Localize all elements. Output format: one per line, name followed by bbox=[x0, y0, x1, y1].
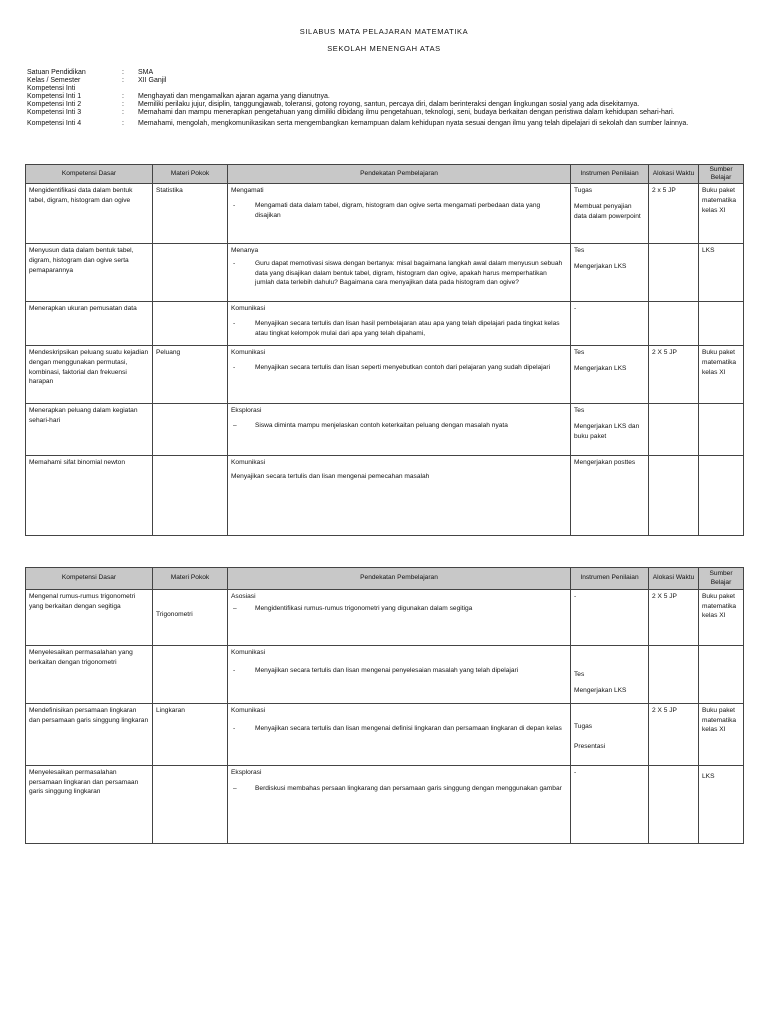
activity-bullet bbox=[231, 363, 567, 373]
instrumen-cell bbox=[571, 346, 649, 404]
alokasi-cell bbox=[649, 244, 699, 302]
activity-bullet bbox=[231, 319, 567, 338]
dash-marker: – bbox=[233, 604, 237, 612]
materi-cell bbox=[153, 646, 228, 704]
instrumen-cell bbox=[571, 590, 649, 646]
instrumen-cell bbox=[571, 456, 649, 536]
info-row bbox=[27, 120, 739, 128]
header-kompetensi-dasar: Kompetensi Dasar bbox=[26, 165, 153, 184]
alokasi-cell: 2 X 5 JP bbox=[649, 346, 699, 404]
header-sumber: Sumber Belajar bbox=[699, 165, 744, 184]
info-colon: : bbox=[122, 77, 124, 84]
instrumen-detail: Membuat penyajian data dalam powerpoint bbox=[574, 203, 641, 220]
header-instrumen: Instrumen Penilaian bbox=[571, 568, 649, 590]
dash-marker: - bbox=[233, 260, 236, 268]
info-row bbox=[27, 109, 739, 117]
pendekatan-cell bbox=[228, 346, 571, 404]
materi-cell bbox=[153, 404, 228, 456]
kd-cell: Menyelesaikan permasalahan yang berkaitan dengan trigonometri bbox=[26, 646, 153, 704]
activity-text: Berdiskusi membahas persaan lingkarang dan persamaan garis singgung dengan menggunakan gambar bbox=[255, 784, 562, 792]
materi-cell bbox=[153, 456, 228, 536]
kd-cell: Menerapkan ukuran pemusatan data bbox=[26, 302, 153, 346]
info-colon: : bbox=[122, 109, 124, 116]
sumber-cell: Buku paket matematika kelas XI bbox=[699, 590, 744, 646]
activity-heading: Komunikasi bbox=[231, 349, 266, 357]
info-value: Memahami, mengolah, mengkomunikasikan serta mengembangkan kemampuan dalam kehidupan nyata sesuai dengan ilmu yang telah dipelajari di sekolah dan sumber lainnya. bbox=[138, 120, 689, 127]
activity-text: Menyajikan secara tertulis dan lisan hasil pembelajaran atau apa yang telah dipelajari pada tingkat kelas atau tingkat kelompok mulai dari apa yang telah dipahami, bbox=[255, 320, 560, 337]
instrumen-type: Tes bbox=[574, 349, 585, 357]
document-subtitle: SEKOLAH MENENGAH ATAS bbox=[327, 44, 441, 53]
header-alokasi: Alokasi Waktu bbox=[649, 165, 699, 184]
instrumen-detail: Mengerjakan LKS bbox=[574, 686, 627, 694]
pendekatan-cell bbox=[228, 244, 571, 302]
instrumen-type: - bbox=[574, 769, 577, 776]
sumber-cell: Buku paket matematika kelas XI bbox=[699, 704, 744, 766]
alokasi-cell: 2 x 5 JP bbox=[649, 184, 699, 244]
materi-cell bbox=[153, 244, 228, 302]
header-instrumen: Instrumen Penilaian bbox=[571, 165, 649, 184]
kd-cell: Mendefinisikan persamaan lingkaran dan persamaan garis singgung lingkaran bbox=[26, 704, 153, 766]
materi-cell bbox=[153, 590, 228, 646]
activity-bullet bbox=[231, 666, 567, 676]
activity-text: Mengamati data dalam tabel, digram, histogram dan ogive serta mengamati perbedaan data yang disajikan bbox=[255, 202, 541, 219]
dash-marker: - bbox=[233, 320, 236, 328]
table-header-row bbox=[26, 165, 744, 184]
activity-text: Guru dapat memotivasi siswa dengan bertanya: misal bagaimana langkah awal dalam menyusun sebuah data yang disajikan dalam bentuk tabel, digram, histogram dan ogive, apakah harus memperhatikan jumlah data terlebih dahulu? Bagaimana cara menyajikan data pada histogram dan ogive? bbox=[255, 260, 563, 287]
table-row bbox=[26, 302, 744, 346]
info-row bbox=[27, 69, 739, 77]
info-row bbox=[27, 85, 739, 93]
activity-text: Mengidentifikasi rumus-rumus trigonometri yang digunakan dalam segitiga bbox=[255, 604, 473, 612]
activity-text: Menyajikan secara tertulis dan lisan mengenai pemecahan masalah bbox=[231, 473, 430, 481]
alokasi-cell bbox=[649, 766, 699, 844]
info-value: SMA bbox=[138, 69, 154, 76]
sumber-cell bbox=[699, 404, 744, 456]
alokasi-cell bbox=[649, 302, 699, 346]
table-row bbox=[26, 590, 744, 646]
pendekatan-cell bbox=[228, 646, 571, 704]
pendekatan-cell bbox=[228, 766, 571, 844]
instrumen-detail: Mengerjakan LKS dan buku paket bbox=[574, 423, 640, 440]
document-title: SILABUS MATA PELAJARAN MATEMATIKA bbox=[299, 27, 469, 36]
dash-marker: – bbox=[233, 422, 237, 430]
dash-marker: – bbox=[233, 784, 237, 792]
activity-text: Menyajikan secara tertulis dan lisan mengenai penyelesaian masalah yang telah dipelajari bbox=[255, 666, 519, 674]
pendekatan-cell bbox=[228, 590, 571, 646]
activity-bullet bbox=[231, 604, 567, 614]
header-sumber: Sumber Belajar bbox=[699, 568, 744, 590]
instrumen-type: Tes bbox=[574, 407, 585, 415]
sumber-cell bbox=[699, 646, 744, 704]
header-materi-pokok: Materi Pokok bbox=[153, 165, 228, 184]
materi-cell bbox=[153, 302, 228, 346]
kd-cell: Menyusun data dalam bentuk tabel, digram, histogram dan ogive serta pemaparannya bbox=[26, 244, 153, 302]
kd-cell: Mengidentifikasi data dalam bentuk tabel, digram, histogram dan ogive bbox=[26, 184, 153, 244]
dash-marker: - bbox=[233, 724, 236, 732]
activity-bullet bbox=[231, 724, 567, 734]
pendekatan-cell bbox=[228, 704, 571, 766]
materi-cell: Statistika bbox=[153, 184, 228, 244]
table-row bbox=[26, 766, 744, 844]
instrumen-type: Tes bbox=[574, 247, 585, 255]
alokasi-cell bbox=[649, 404, 699, 456]
table-row bbox=[26, 456, 744, 536]
info-row bbox=[27, 93, 739, 101]
info-value: Menghayati dan mengamalkan ajaran agama yang dianutnya. bbox=[138, 93, 330, 100]
activity-text: Siswa diminta mampu menjelaskan contoh keterkaitan peluang dengan masalah nyata bbox=[255, 422, 508, 430]
info-value: Memiliki perilaku jujur, disiplin, tanggungjawab, toleransi, gotong royong, santun, percaya diri, dalam berinteraksi dengan lingkungan sosial yang ada disekitarnya. bbox=[138, 101, 640, 108]
table-row bbox=[26, 184, 744, 244]
materi-cell: Lingkaran bbox=[153, 704, 228, 766]
instrumen-type: Tugas bbox=[574, 187, 593, 195]
sumber-cell: LKS bbox=[699, 244, 744, 302]
activity-heading: Komunikasi bbox=[231, 459, 266, 467]
syllabus-table-2 bbox=[25, 567, 744, 844]
activity-bullet bbox=[231, 201, 567, 220]
materi-text: Trigonometri bbox=[156, 611, 193, 618]
info-colon: : bbox=[122, 101, 124, 108]
activity-text: Menyajikan secara tertulis dan lisan seperti menyebutkan contoh dari pelajaran yang sudah dipelajari bbox=[255, 364, 551, 372]
info-colon: : bbox=[122, 120, 124, 127]
table-row bbox=[26, 704, 744, 766]
instrumen-detail: Mengerjakan LKS bbox=[574, 365, 627, 373]
pendekatan-cell bbox=[228, 456, 571, 536]
alokasi-cell: 2 X 5 JP bbox=[649, 704, 699, 766]
kd-cell: Mendeskripsikan peluang suatu kejadian dengan menggunakan permutasi, kombinasi, faktorial dan frekuensi harapan bbox=[26, 346, 153, 404]
instrumen-cell bbox=[571, 244, 649, 302]
instrumen-cell bbox=[571, 184, 649, 244]
info-row bbox=[27, 101, 739, 109]
kd-cell: Menyelesaikan permasalahan persamaan lingkaran dan persamaan garis singgung lingkaran bbox=[26, 766, 153, 844]
activity-bullet bbox=[231, 259, 567, 288]
info-label: Kompetensi Inti 4 bbox=[27, 120, 82, 127]
alokasi-cell bbox=[649, 646, 699, 704]
alokasi-cell bbox=[649, 456, 699, 536]
instrumen-type: Mengerjakan posttes bbox=[574, 459, 636, 467]
materi-cell: Peluang bbox=[153, 346, 228, 404]
pendekatan-cell bbox=[228, 302, 571, 346]
table-row bbox=[26, 346, 744, 404]
instrumen-detail: Presentasi bbox=[574, 742, 606, 750]
table-row bbox=[26, 646, 744, 704]
info-label: Kompetensi Inti 3 bbox=[27, 109, 82, 116]
dash-marker: - bbox=[233, 666, 236, 674]
sumber-cell bbox=[699, 456, 744, 536]
instrumen-cell bbox=[571, 302, 649, 346]
instrumen-cell bbox=[571, 766, 649, 844]
kd-cell: Mengenal rumus-rumus trigonometri yang berkaitan dengan segitiga bbox=[26, 590, 153, 646]
activity-heading: Eksplorasi bbox=[231, 407, 262, 415]
pendekatan-cell bbox=[228, 404, 571, 456]
sumber-cell: Buku paket matematika kelas XI bbox=[699, 184, 744, 244]
instrumen-type: Tes bbox=[574, 671, 585, 678]
activity-bullet bbox=[231, 421, 567, 431]
materi-cell bbox=[153, 766, 228, 844]
info-label: Kompetensi Inti bbox=[27, 85, 76, 92]
alokasi-cell: 2 X 5 JP bbox=[649, 590, 699, 646]
instrumen-type: - bbox=[574, 305, 577, 313]
sumber-text: LKS bbox=[702, 773, 715, 780]
info-colon: : bbox=[122, 69, 124, 76]
dash-marker: - bbox=[233, 364, 236, 372]
activity-heading: Mengamati bbox=[231, 187, 264, 195]
pendekatan-cell bbox=[228, 184, 571, 244]
info-label: Kelas / Semester bbox=[27, 77, 81, 84]
info-value: XII Ganjil bbox=[138, 77, 167, 84]
activity-heading: Asosiasi bbox=[231, 593, 256, 600]
instrumen-type: - bbox=[574, 593, 577, 600]
instrumen-cell bbox=[571, 404, 649, 456]
header-pendekatan: Pendekatan Pembelajaran bbox=[228, 568, 571, 590]
activity-text: Menyajikan secara tertulis dan lisan mengenai definisi lingkaran dan persamaan lingkaran di depan kelas bbox=[255, 724, 562, 732]
info-label: Satuan Pendidikan bbox=[27, 69, 86, 76]
instrumen-detail: Mengerjakan LKS bbox=[574, 263, 627, 271]
table-header-row bbox=[26, 568, 744, 590]
header-kompetensi-dasar: Kompetensi Dasar bbox=[26, 568, 153, 590]
activity-heading: Eksplorasi bbox=[231, 769, 262, 776]
info-label: Kompetensi Inti 1 bbox=[27, 93, 82, 100]
header-alokasi: Alokasi Waktu bbox=[649, 568, 699, 590]
info-label: Kompetensi Inti 2 bbox=[27, 101, 82, 108]
identity-section bbox=[27, 69, 739, 128]
instrumen-cell bbox=[571, 704, 649, 766]
info-row bbox=[27, 77, 739, 85]
sumber-cell bbox=[699, 302, 744, 346]
sumber-cell: Buku paket matematika kelas XI bbox=[699, 346, 744, 404]
activity-heading: Komunikasi bbox=[231, 707, 266, 714]
header-pendekatan: Pendekatan Pembelajaran bbox=[228, 165, 571, 184]
info-value: Memahami dan mampu menerapkan pengetahuan yang dimiliki dibidang ilmu pengetahuan, teknologi, seni, budaya berkaitan dengan peristiwa dalam kehidupan sehari-hari. bbox=[138, 109, 675, 116]
kd-cell: Memahami sifat binomial newton bbox=[26, 456, 153, 536]
table-row bbox=[26, 244, 744, 302]
activity-heading: Komunikasi bbox=[231, 649, 266, 656]
instrumen-type: Tugas bbox=[574, 723, 593, 730]
activity-heading: Komunikasi bbox=[231, 305, 266, 313]
info-colon: : bbox=[122, 93, 124, 100]
kd-cell: Menerapkan peluang dalam kegiatan sehari-hari bbox=[26, 404, 153, 456]
activity-bullet bbox=[231, 784, 567, 794]
syllabus-table-1 bbox=[25, 164, 744, 536]
sumber-cell bbox=[699, 766, 744, 844]
instrumen-cell bbox=[571, 646, 649, 704]
dash-marker: - bbox=[233, 202, 236, 210]
table-row bbox=[26, 404, 744, 456]
activity-heading: Menanya bbox=[231, 247, 259, 255]
header-materi-pokok: Materi Pokok bbox=[153, 568, 228, 590]
